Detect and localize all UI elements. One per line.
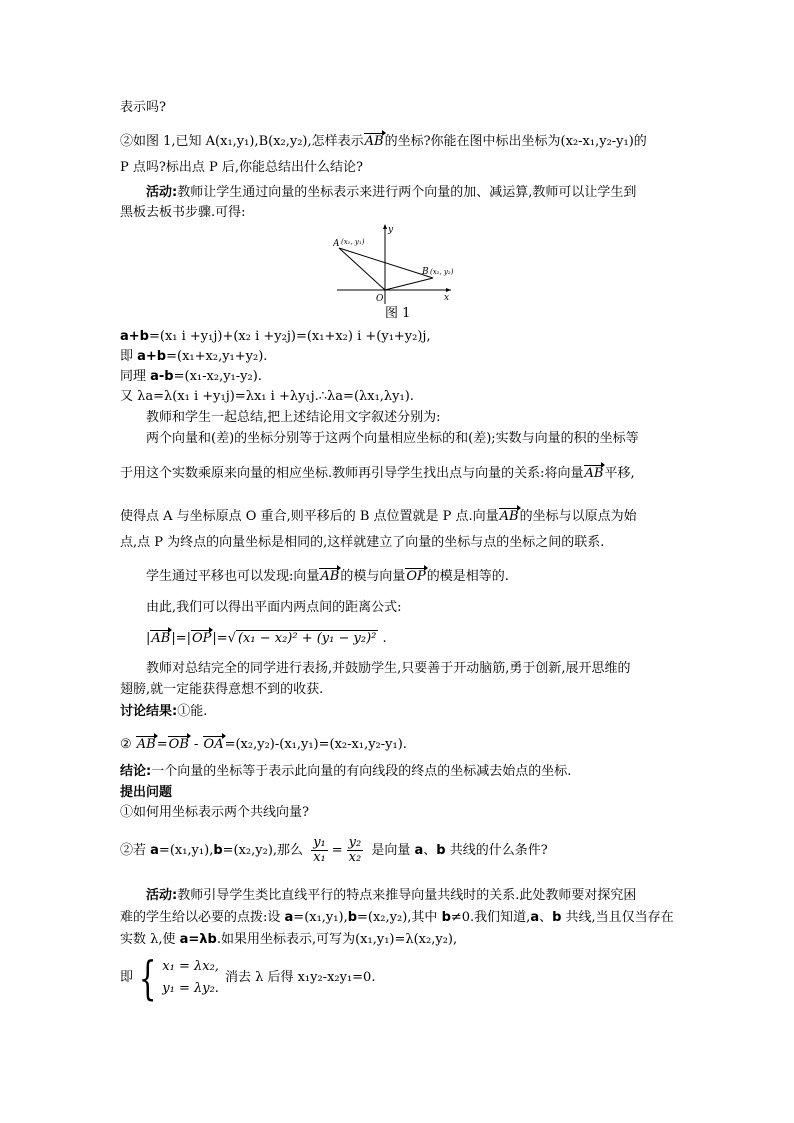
text-line: 结论:一个向量的坐标等于表示此向量的有向线段的终点的坐标减去始点的坐标.	[120, 764, 572, 779]
text-line: 活动:教师引导学生类比直线平行的特点来推导向量共线时的关系.此处教师要对探究困	[146, 888, 637, 903]
bold-label: 活动:	[146, 888, 178, 903]
text: 表示吗?	[120, 100, 166, 115]
text-line: 又 λa=λ(x₁ i +y₁j)=λx₁ i +λy₁j.∴λa=(λx₁,λy₁).	[120, 389, 414, 404]
text-line	[120, 205, 246, 221]
fraction-left: $\frac{\text{y₁}}{\text{x₁}}$	[313, 835, 326, 865]
vector-oa: OA	[203, 737, 224, 752]
text-line: ② AB=OB - OA=(x₂,y₂)-(x₁,y₁)=(x₂-x₁,y₂-y₁).	[120, 737, 407, 752]
y-label: y	[388, 225, 394, 235]
text-line	[120, 329, 431, 345]
text-line: 实数 λ,使 a=λb.如果用坐标表示,可写为(x₁,y₁)=λ(x₂,y₂),	[120, 932, 458, 947]
x-label: x	[444, 293, 450, 303]
text: 黑板去板书步骤.可得:	[120, 205, 246, 220]
vector-ab: AB	[136, 737, 156, 752]
text-line: 两个向量和(差)的坐标分别等于这两个向量相应坐标的和(差);实数与向量的积的坐标等	[146, 431, 639, 446]
vector-ab: AB	[499, 509, 519, 524]
x-arrow	[446, 288, 451, 292]
text-line: 点,点 P 为终点的向量坐标是相同的,这样就建立了向量的坐标与点的坐标之间的联系.	[120, 535, 605, 550]
origin-label: O	[376, 294, 384, 304]
text-line: 于用这个实数乘原来向量的相应坐标.教师再引导学生找出点与向量的关系:将向量AB平移,	[120, 466, 635, 481]
bold-label: a+b	[137, 349, 167, 364]
point-b-label: B	[422, 267, 429, 277]
text-line: 即 a+b=(x₁+x₂,y₁+y₂).	[120, 349, 268, 364]
vector-ab: AB	[364, 134, 384, 149]
figure-caption: 图 1	[385, 306, 411, 321]
text-line: 讨论结果:①能.	[120, 704, 208, 719]
equation-system: 即 { x₁ = λx₂, y₁ = λy₂. 消去 λ 后得 x₁y₂-x₂y₁=0.	[120, 951, 376, 1005]
sqrt-expression: (x₁ − x₂)² + (y₁ − y₂)²	[237, 631, 377, 646]
text-line	[120, 134, 647, 150]
text-line: 学生通过平移也可以发现:向量AB的模与向量OP的模是相等的.	[146, 569, 509, 584]
text: ②如图 1,已知 A(x₁,y₁),B(x₂,y₂),怎样表示	[120, 134, 364, 149]
text-line: 教师和学生一起总结,把上述结论用文字叙述分别为:	[146, 410, 441, 425]
vector-op: OP	[192, 631, 212, 646]
equation-system-line	[120, 951, 376, 1005]
vector-op: OP	[406, 569, 426, 584]
point-b-coord: (x₂, y₂)	[430, 268, 454, 276]
point-a-coord: (x₁, y₁)	[341, 238, 365, 246]
coordinate-figure	[333, 222, 455, 306]
point-a-label: A	[333, 239, 340, 249]
segment-ob	[385, 278, 433, 290]
text-line: ②若 a=(x₁,y₁),b=(x₂,y₂),那么 $\frac{\text{y₁}}{\text{x₁}}$ = $\frac{\text{y₂}}{\text{x₂}}$ 是向量 a、b 共线的什么条件?	[120, 835, 548, 865]
text: P 点吗?标出点 P 后,你能总结出什么结论?	[120, 160, 363, 175]
brace: {	[138, 951, 157, 1005]
vector-ab: AB	[151, 631, 171, 646]
bold-label: a+b	[120, 329, 149, 344]
text-line: 同理 a-b=(x₁-x₂,y₁-y₂).	[120, 369, 262, 384]
section-heading: 提出问题	[120, 785, 173, 800]
vector-ab: AB	[584, 466, 604, 481]
text-line	[120, 160, 363, 176]
bold-label: a-b	[150, 369, 174, 384]
bold-label: 活动:	[146, 185, 178, 200]
text-line: 翅膀,就一定能获得意想不到的收获.	[120, 682, 324, 697]
text-line: ①如何用坐标表示两个共线向量?	[120, 805, 309, 820]
text-line: 由此,我们可以得出平面内两点间的距离公式:	[146, 600, 402, 615]
text: =(x₁ i +y₁j)+(x₂ i +y₂j)=(x₁+x₂) i +(y₁+y₂)j,	[148, 329, 431, 344]
vector-ab: AB	[320, 569, 340, 584]
text-line	[120, 100, 166, 116]
fraction-right: $\frac{\text{y₂}}{\text{x₂}}$	[348, 835, 362, 865]
bold-label: 结论:	[120, 764, 152, 779]
y-arrow	[383, 224, 387, 229]
text-line: 难的学生给以必要的点拨:设 a=(x₁,y₁),b=(x₂,y₂),其中 b≠0.我们知道,a、b 共线,当且仅当存在	[120, 910, 674, 925]
text-line: 教师对总结完全的同学进行表扬,并鼓励学生,只要善于开动脑筋,勇于创新,展开思维的	[146, 661, 631, 676]
segment-ab	[339, 248, 433, 278]
distance-formula: |AB|=|OP|=√ (x₁ − x₂)² + (y₁ − y₂)² .	[146, 631, 387, 646]
segment-ao	[339, 248, 385, 290]
text: 教师让学生通过向量的坐标表示来进行两个向量的加、减运算,教师可以让学生到	[177, 185, 637, 200]
bold-label: 讨论结果:	[120, 704, 178, 719]
text-line	[146, 185, 636, 201]
vector-ob: OB	[168, 737, 189, 752]
text-line: 使得点 A 与坐标原点 O 重合,则平移后的 B 点位置就是 P 点.向量AB的坐标与以原点为始	[120, 509, 637, 524]
text: 的坐标?你能在图中标出坐标为(x₂-x₁,y₂-y₁)的	[384, 134, 647, 149]
